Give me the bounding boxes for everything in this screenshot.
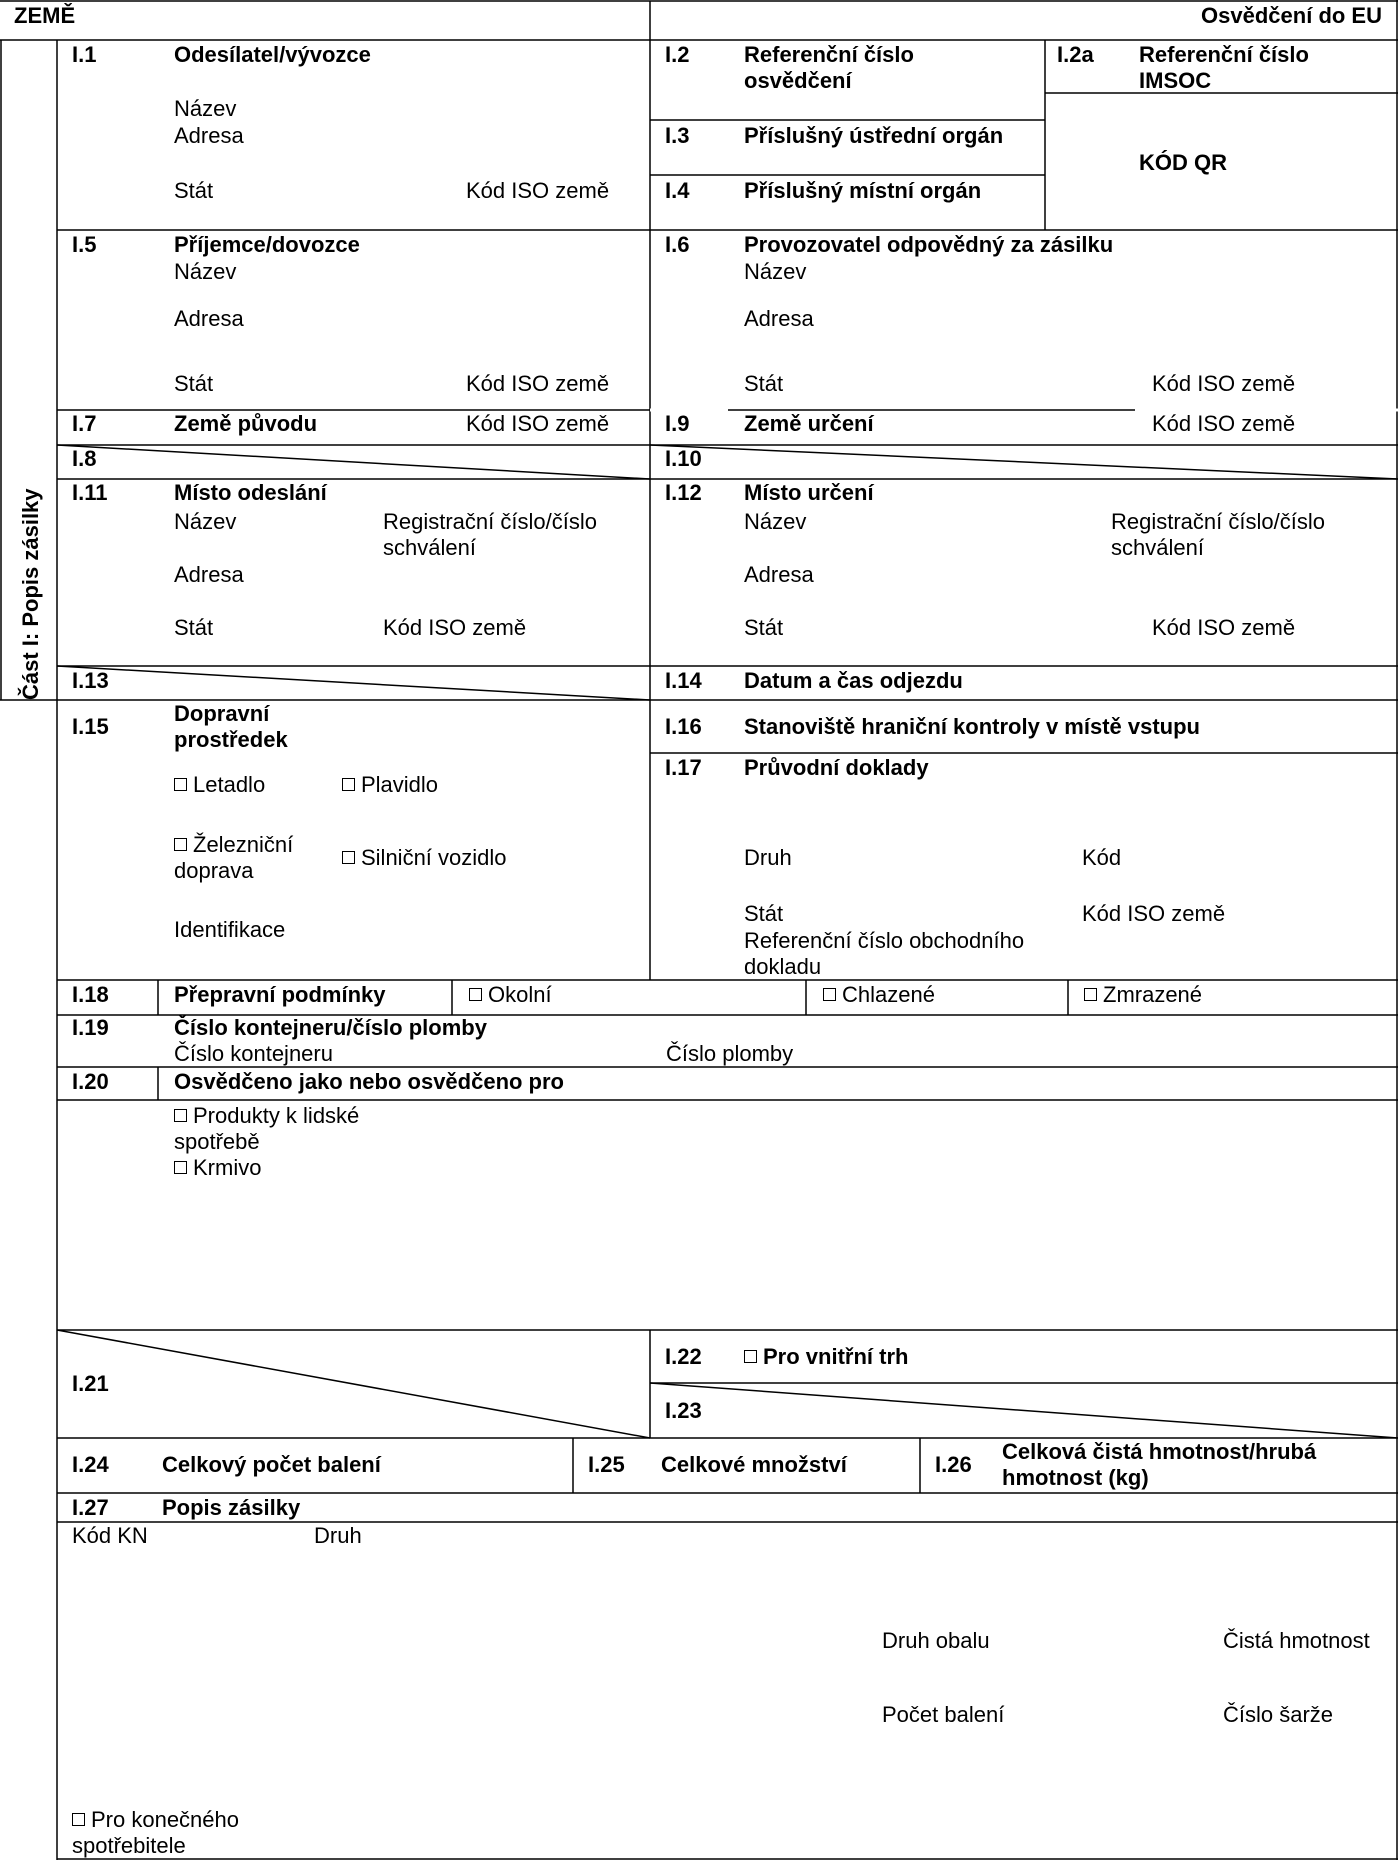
place-of-dispatch-title: Místo odeslání <box>174 480 327 505</box>
checkbox-icon <box>744 1350 757 1363</box>
consignor-iso-label: Kód ISO země <box>466 178 610 203</box>
transport-option-aircraft[interactable] <box>174 772 265 798</box>
certified-human-consumption[interactable] <box>174 1103 374 1155</box>
field-number-i11: I.11 <box>72 480 108 505</box>
country-of-origin-title: Země původu <box>174 411 318 436</box>
document-code-label: Kód <box>1082 845 1122 870</box>
place-of-destination-title: Místo určení <box>744 480 874 505</box>
document-type-label: Druh <box>744 845 792 870</box>
field-number-i14: I.14 <box>665 668 702 693</box>
consignee-title: Příjemce/dovozce <box>174 232 360 257</box>
destination-name-label: Název <box>744 509 807 534</box>
checkbox-icon <box>823 988 836 1001</box>
operator-name-label: Název <box>744 259 807 284</box>
checkbox-icon <box>1084 988 1097 1001</box>
total-packages-title: Celkový počet balení <box>162 1452 381 1477</box>
field-number-i27: I.27 <box>72 1495 109 1520</box>
condition-ambient-label: Okolní <box>488 982 552 1007</box>
departure-date-title: Datum a čas odjezdu <box>744 668 963 693</box>
container-seal-title: Číslo kontejneru/číslo plomby <box>174 1015 487 1040</box>
certified-as-title: Osvědčeno jako nebo osvědčeno pro <box>174 1069 564 1094</box>
transport-option-railway[interactable] <box>174 832 334 884</box>
certificate-title: Osvědčení do EU <box>1201 3 1382 28</box>
transport-conditions-title: Přepravní podmínky <box>174 982 386 1007</box>
consignee-name-label: Název <box>174 259 237 284</box>
field-number-i25: I.25 <box>588 1452 625 1477</box>
operator-state-label: Stát <box>744 371 784 396</box>
transport-option-road-label: Silniční vozidlo <box>361 845 507 870</box>
final-consumer-option[interactable] <box>72 1807 272 1859</box>
field-number-i26: I.26 <box>935 1452 972 1477</box>
field-number-i7: I.7 <box>72 411 97 436</box>
side-label: Část I: Popis zásilky <box>18 488 43 700</box>
field-number-i1: I.1 <box>72 42 97 67</box>
document-state-label: Stát <box>744 901 784 926</box>
field-number-i17: I.17 <box>665 755 702 780</box>
operator-title: Provozovatel odpovědný za zásilku <box>744 232 1114 257</box>
field-number-i18: I.18 <box>72 982 109 1007</box>
operator-address-label: Adresa <box>744 306 814 331</box>
accompanying-documents-title: Průvodní doklady <box>744 755 929 780</box>
field-number-i22: I.22 <box>665 1344 702 1369</box>
field-number-i16: I.16 <box>665 714 702 739</box>
field-number-i2a: I.2a <box>1057 42 1094 67</box>
checkbox-icon <box>174 778 187 791</box>
seal-number-label: Číslo plomby <box>666 1041 794 1066</box>
dispatch-name-label: Název <box>174 509 237 534</box>
country-header: ZEMĚ <box>14 3 76 28</box>
checkbox-icon <box>469 988 482 1001</box>
net-weight-label: Čistá hmotnost <box>1223 1628 1370 1653</box>
qr-code-label: KÓD QR <box>1139 150 1227 175</box>
country-of-destination-title: Země určení <box>744 411 874 436</box>
dispatch-iso-label: Kód ISO země <box>383 615 527 640</box>
field-number-i21: I.21 <box>72 1371 109 1396</box>
transport-option-vessel-label: Plavidlo <box>361 772 439 797</box>
field-number-i19: I.19 <box>72 1015 109 1040</box>
field-number-i2: I.2 <box>665 42 690 67</box>
transport-option-road[interactable] <box>342 845 507 871</box>
consignee-address-label: Adresa <box>174 306 244 331</box>
consignor-name-label: Název <box>174 96 237 121</box>
local-authority-title: Příslušný místní orgán <box>744 178 982 203</box>
field-number-i24: I.24 <box>72 1452 109 1477</box>
field-number-i5: I.5 <box>72 232 97 257</box>
container-number-label: Číslo kontejneru <box>174 1041 333 1066</box>
checkbox-icon <box>342 851 355 864</box>
field-number-i23: I.23 <box>665 1398 702 1423</box>
imsoc-reference-title: Referenční číslo IMSOC <box>1139 42 1309 93</box>
consignee-iso-label: Kód ISO země <box>466 371 610 396</box>
field-number-i6: I.6 <box>665 232 690 257</box>
destination-state-label: Stát <box>744 615 784 640</box>
certified-feed-label: Krmivo <box>193 1155 262 1180</box>
transport-identification-label: Identifikace <box>174 917 286 942</box>
field-number-i4: I.4 <box>665 178 690 203</box>
consignor-address-label: Adresa <box>174 123 244 148</box>
batch-number-label: Číslo šarže <box>1223 1702 1334 1727</box>
border-control-post-title: Stanoviště hraniční kontroly v místě vstupu <box>744 714 1200 739</box>
operator-iso-label: Kód ISO země <box>1152 371 1296 396</box>
internal-market-option[interactable] <box>744 1344 908 1370</box>
condition-frozen-label: Zmrazené <box>1103 982 1203 1007</box>
dispatch-registration-label: Registrační číslo/číslo schválení <box>383 509 597 560</box>
field-number-i10: I.10 <box>665 446 702 471</box>
field-number-i8: I.8 <box>72 446 97 471</box>
destination-iso-label: Kód ISO země <box>1152 411 1296 436</box>
commercial-document-ref-label: Referenční číslo obchodního dokladu <box>744 928 1025 979</box>
field-number-i9: I.9 <box>665 411 690 436</box>
condition-chilled-label: Chlazené <box>842 982 935 1007</box>
total-quantity-title: Celkové množství <box>661 1452 847 1477</box>
total-weight-title: Celková čistá hmotnost/hrubá hmotnost (kg) <box>1002 1439 1317 1490</box>
certified-human-consumption-label: Produkty k lidské spotřebě <box>174 1103 360 1154</box>
field-number-i3: I.3 <box>665 123 690 148</box>
checkbox-icon <box>72 1813 85 1826</box>
consignee-state-label: Stát <box>174 371 214 396</box>
checkbox-icon <box>174 838 187 851</box>
package-count-label: Počet balení <box>882 1702 1005 1727</box>
cn-code-label: Kód KN <box>72 1523 148 1548</box>
consignor-state-label: Stát <box>174 178 214 203</box>
field-number-i12: I.12 <box>665 480 702 505</box>
certified-feed[interactable] <box>174 1155 261 1181</box>
field-number-i13: I.13 <box>72 668 109 693</box>
consignor-title: Odesílatel/vývozce <box>174 42 371 67</box>
transport-option-vessel[interactable] <box>342 772 438 798</box>
checkbox-icon <box>174 1109 187 1122</box>
dispatch-state-label: Stát <box>174 615 214 640</box>
condition-frozen[interactable] <box>1084 982 1202 1008</box>
internal-market-label: Pro vnitřní trh <box>763 1344 909 1369</box>
field-number-i20: I.20 <box>72 1069 109 1094</box>
destination-registration-label: Registrační číslo/číslo schválení <box>1111 509 1325 560</box>
certificate-reference-title: Referenční číslo osvědčení <box>744 42 914 93</box>
field-number-i15: I.15 <box>72 714 109 739</box>
consignment-description-title: Popis zásilky <box>162 1495 301 1520</box>
condition-chilled[interactable] <box>823 982 935 1008</box>
transport-means-title: Dopravní prostředek <box>174 701 288 752</box>
final-consumer-label: Pro konečného spotřebitele <box>72 1807 239 1858</box>
transport-option-railway-label: Železniční doprava <box>174 832 294 883</box>
document-iso-label: Kód ISO země <box>1082 901 1226 926</box>
condition-ambient[interactable] <box>469 982 552 1008</box>
destination-place-iso-label: Kód ISO země <box>1152 615 1296 640</box>
transport-option-aircraft-label: Letadlo <box>193 772 266 797</box>
central-authority-title: Příslušný ústřední orgán <box>744 123 1004 148</box>
checkbox-icon <box>342 778 355 791</box>
package-type-label: Druh obalu <box>882 1628 990 1653</box>
origin-iso-label: Kód ISO země <box>466 411 610 436</box>
dispatch-address-label: Adresa <box>174 562 244 587</box>
commodity-type-label: Druh <box>314 1523 362 1548</box>
destination-address-label: Adresa <box>744 562 814 587</box>
checkbox-icon <box>174 1161 187 1174</box>
